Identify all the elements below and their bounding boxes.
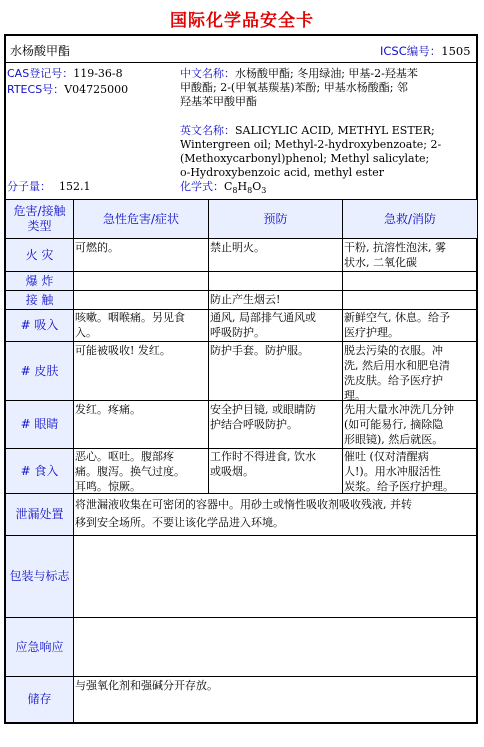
- inhale-prevention: [210, 310, 341, 340]
- divider: [5, 341, 477, 342]
- ingest-first-aid-l2: 人!)。用水冲服活性: [344, 465, 441, 478]
- chinese-name-text1: 水杨酸甲酯; 冬用绿油; 甲基-2-羟基苯: [235, 67, 418, 80]
- ingest-hazard-l1: 恶心。呕吐。腹部疼: [75, 450, 174, 463]
- chinese-name-label: 中文名称：: [180, 67, 235, 80]
- header-hazard-type-l1: 危害/接触: [13, 204, 66, 218]
- icsc-value: 1505: [441, 44, 471, 58]
- ingest-prevention-l1: 工作时不得进食, 饮水: [210, 450, 316, 463]
- row-label-skin: # 皮肤: [6, 342, 73, 400]
- eyes-first-aid-l3: 形眼镜), 然后就医。: [344, 433, 444, 446]
- skin-prevention: 防护手套。防护服。: [210, 344, 309, 357]
- header-hazard-type: [6, 200, 73, 238]
- eyes-prevention-l1: 安全护目镜, 或眼睛防: [210, 403, 316, 416]
- fire-prevention: 禁止明火。: [210, 241, 265, 254]
- divider: [5, 238, 477, 239]
- row-label-eyes: # 眼睛: [6, 401, 73, 448]
- english-name-line4: o-Hydroxybenzoic acid, methyl ester: [180, 166, 385, 179]
- rtecs-value: V04725000: [64, 83, 129, 96]
- english-name-line2: Wintergreen oil; Methyl-2-hydroxybenzoate; 2-: [180, 138, 442, 151]
- row-label-spill: 泄漏处置: [6, 494, 73, 535]
- icsc-label: ICSC编号：: [380, 44, 442, 58]
- spill-text-l2: 移到安全场所。不要让该化学品进入环境。: [75, 516, 284, 529]
- inhale-prevention-l2: 呼吸防护。: [210, 326, 265, 339]
- eyes-first-aid-l2: (如可能易行, 摘除隐: [344, 418, 444, 431]
- english-name-label: 英文名称：: [180, 124, 235, 137]
- mw-label: 分子量：: [7, 180, 51, 193]
- ingest-hazard-l3: 耳鸣。惊厥。: [75, 480, 141, 493]
- row-label-storage: 储存: [6, 677, 73, 722]
- row-label-explosion: 爆 炸: [6, 272, 73, 290]
- cas-value: 119-36-8: [73, 67, 123, 80]
- formula-o: O: [252, 180, 262, 193]
- row-label-inhale: # 吸入: [6, 310, 73, 341]
- mw-value: 152.1: [59, 180, 91, 193]
- spill-text: [75, 496, 476, 532]
- ingest-first-aid-l3: 炭浆。给予医疗护理。: [344, 480, 454, 493]
- eyes-hazard: 发红。疼痛。: [75, 403, 141, 416]
- skin-first-aid-l2: 洗, 然后用水和肥皂清: [344, 359, 450, 372]
- formula-c-count: 8: [232, 186, 238, 196]
- english-name-line1: [180, 124, 476, 138]
- chinese-name-line2: 甲酸酯; 2-(甲氧基羰基)苯酚; 甲基水杨酸酯; 邻: [180, 81, 408, 94]
- cas-line: [7, 67, 123, 81]
- header-prevention: 预防: [209, 200, 342, 238]
- rtecs-label: RTECS号：: [7, 83, 65, 96]
- english-name-text1: SALICYLIC ACID, METHYL ESTER;: [235, 124, 435, 137]
- divider: [5, 271, 477, 272]
- header-first-aid: 急救/消防: [343, 200, 477, 238]
- cas-label: CAS登记号：: [7, 67, 74, 80]
- inhale-first-aid-l2: 医疗护理。: [344, 326, 399, 339]
- eyes-first-aid-l1: 先用大量水冲洗几分钟: [344, 403, 454, 416]
- divider: [5, 617, 477, 618]
- inhale-first-aid: [344, 310, 476, 340]
- inhale-first-aid-l1: 新鲜空气, 休息。给予: [344, 311, 450, 324]
- skin-first-aid-l3: 洗皮肤。给予医疗护: [344, 374, 443, 387]
- row-label-ingest: # 食入: [6, 449, 73, 493]
- fire-hazard: 可燃的。: [75, 241, 119, 254]
- rtecs-line: [7, 83, 128, 97]
- card-title: 国际化学品安全卡: [170, 11, 314, 31]
- skin-first-aid: [344, 343, 476, 403]
- formula-h: H: [237, 180, 248, 193]
- spill-text-l1: 将泄漏液收集在可密闭的容器中。用砂土或惰性吸收剂吸收残液, 并转: [75, 498, 412, 511]
- fire-first-aid-l1: 干粉, 抗溶性泡沫, 雾: [344, 241, 446, 254]
- eyes-prevention: [210, 402, 341, 432]
- icsc-number: [380, 44, 471, 58]
- skin-first-aid-l1: 脱去污染的衣服。冲: [344, 344, 443, 357]
- divider: [5, 290, 477, 291]
- contact-prevention: 防止产生烟云!: [210, 293, 281, 306]
- inhale-hazard: [75, 310, 207, 340]
- ingest-first-aid: [344, 449, 476, 494]
- row-label-packaging: 包装与标志: [6, 536, 73, 617]
- divider: [5, 62, 477, 63]
- row-label-fire: 火 灾: [6, 239, 73, 271]
- divider: [342, 199, 343, 493]
- chinese-name-line3: 羟基苯甲酸甲酯: [180, 95, 257, 108]
- formula-label: 化学式：: [180, 180, 224, 193]
- chinese-name-block: [180, 67, 476, 109]
- divider: [5, 535, 477, 536]
- formula-line: [180, 180, 266, 198]
- english-name-block: [180, 124, 476, 180]
- eyes-first-aid: [344, 402, 476, 447]
- formula-o-count: 3: [261, 186, 267, 196]
- skin-hazard: 可能被吸收! 发红。: [75, 344, 171, 357]
- storage-text: 与强氧化剂和强碱分开存放。: [75, 679, 218, 692]
- skin-first-aid-l4: 理。: [344, 389, 366, 402]
- ingest-prevention-l2: 或吸烟。: [210, 465, 254, 478]
- row-label-contact: 接 触: [6, 291, 73, 309]
- ingest-prevention: [210, 449, 341, 479]
- ingest-first-aid-l1: 催吐 (仅对清醒病: [344, 450, 429, 463]
- formula-c: C: [224, 180, 233, 193]
- divider: [5, 676, 477, 677]
- inhale-hazard-l2: 入。: [75, 326, 97, 339]
- divider: [208, 199, 209, 493]
- mw-line: [7, 180, 91, 194]
- chemical-name: 水杨酸甲酯: [10, 44, 71, 58]
- formula-h-count: 8: [247, 186, 253, 196]
- eyes-prevention-l2: 护结合呼吸防护。: [210, 418, 298, 431]
- inhale-prevention-l1: 通风, 局部排气通风或: [210, 311, 316, 324]
- divider: [73, 199, 74, 723]
- ingest-hazard: [75, 449, 207, 494]
- header-acute-hazard: 急性危害/症状: [74, 200, 208, 238]
- english-name-line3: (Methoxycarbonyl)phenol; Methyl salicylate;: [180, 152, 430, 165]
- fire-first-aid-l2: 状水, 二氧化碳: [344, 256, 417, 269]
- fire-first-aid: [344, 240, 476, 270]
- ingest-hazard-l2: 痛。腹泻。换气过度。: [75, 465, 185, 478]
- header-hazard-type-l2: 类型: [27, 219, 52, 233]
- chinese-name-line1: [180, 67, 476, 81]
- row-label-emergency: 应急响应: [6, 618, 73, 676]
- inhale-hazard-l1: 咳嗽。咽喉痛。另见食: [75, 311, 185, 324]
